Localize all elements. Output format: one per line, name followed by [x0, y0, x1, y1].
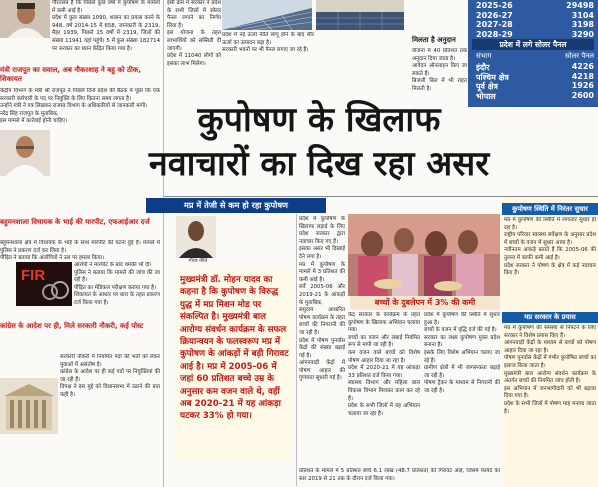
stats-section-heading: प्रदेश में लगे सोलर पैनल [472, 39, 594, 50]
anudan-heading: मिलता है अनुदान [412, 36, 456, 44]
stats-row-label: इंदौर [476, 63, 490, 72]
portrait-image [0, 130, 50, 176]
center-text-col-2: केंद्र सरकार के कार्यक्रम के तहत कुपोषण के खिलाफ अभियान चलाया गया। बच्चों का वजन और लंबाई नियमित रूप से मापी जा रही है। कम वजन वाले बच्चों को विशेष पोषण आहार दिया जा रहा है। प्रदेश में 2020-21 में यह आंकड़ा 33 प्रतिशत दर्ज किया गया। स्वास्थ्य विभाग और महिला बाल विकास विभाग मिलकर काम कर रहे हैं। प्रदेश के सभी जिलों में यह अभियान चलाया जा रहा है। [348, 312, 420, 417]
left-para-5: सरकारी नौकरी में नियमित पदों की भर्ती को लेकर युवाओं में असंतोष है। कांग्रेस के आदेश पर ही कई पदों पर नियुक्तियां की जा रही हैं। विपक्ष ने इस मुद्दे को विधानसभा में उठाने की बात कही है। [60, 354, 160, 398]
stats-row-label: पूर्व क्षेत्र [476, 82, 498, 92]
stats-row-label: पश्चिम क्षेत्र [476, 72, 509, 82]
left-para-2: केंद्रीय विभाग के मंत्री श्री राजपूत ने पिछले दिनों प्रदेश की बैठक में पूछा कि एक सरकारी कर्मचारी के पद पर नियुक्ति के लिए कितना समय लगता है। उन्होंने मंत्री ने पत्र लिखकर राजस्व विभाग के अधिकारियों से जानकारी मांगी। नरेंद्र सिंह राजपूत के मुताबिक, इस मामले में कार्रवाई होनी चाहिए। [0, 88, 160, 125]
official-photo [176, 216, 216, 258]
children-photo [348, 214, 500, 296]
center-text-col-1: प्रदेश में कुपोषण के खिलाफ लड़ाई के लिए प्रदेश सरकार द्वारा नवाचार किए गए हैं। इसका असर भी दिखाई देने लगा है। मप्र में कुपोषण के मामले में 3 प्रतिशत की कमी आई है। सर्वे 2005-06 और 2019-21 के आंकड़ों के मुताबिक, समुदाय आधारित पोषण कार्यक्रम के तहत बच्चों की निगरानी की जा रही है। प्रदेश में पोषण पुनर्वास केंद्रों की संख्या बढ़ाई गई है। आंगनवाड़ी केंद्रों में पोषण आहार की गुणवत्ता सुधारी गई है। [299, 216, 345, 382]
left-para-3: बहुमनशाला क्षेत्र में विधायक के भाई के साथ मारपीट की घटना हुई है। मामले में पुलिस ने प्रकरण दर्ज कर लिया है। पीड़ित ने बताया कि आरोपियों ने उस पर हमला किया। [0, 240, 160, 262]
center-divider [296, 214, 297, 486]
top-mid-para-b2 [316, 32, 408, 96]
stats-row-value: 4226 [571, 62, 594, 71]
stats-row-value: 2600 [571, 90, 594, 100]
left-subheading-3: कांग्रेस के आदेश पर ही, मिले सरकारी नौकरी, कई पोस्ट [0, 322, 144, 330]
politician-thumbnail-1 [0, 0, 50, 38]
photo-banner: बच्चों के दुबलेपन में 3% की कमी [350, 296, 500, 310]
portrait-image [0, 0, 50, 38]
right-box-para-2: मप्र में कुपोषण की समस्या से निपटने के लिए सरकार ने विशेष प्रयास किए हैं। आंगनवाड़ी केंद्रों के माध्यम से बच्चों को पोषण आहार दिया जा रहा है। पोषण पुनर्वास केंद्रों में गंभीर कुपोषित बच्चों का इलाज किया जाता है। मुख्यमंत्री बाल आरोग्य संवर्धन कार्यक्रम के अंतर्गत बच्चों की नियमित जांच होती है। इस अभियान में जनभागीदारी को भी बढ़ावा दिया गया है। प्रदेश के सभी जिलों में पोषण माह मनाया जाता है। [504, 325, 596, 415]
solar-panel-image [222, 0, 312, 30]
stats-row-label: 2027-28 [476, 20, 513, 30]
solar-panel-photo [222, 0, 312, 30]
stats-col-header-left: संभाग [476, 52, 492, 60]
center-text-bottom: प्रतिशत के मामले में 5 प्रतिशत बच्चे 6.1 लाख (48.7 प्रतिशत) की गिरावट आई, जिसमें फायदे का स्तर 2019 से 21 तक के दौरान दर्ज किया गया। [299, 468, 500, 482]
headline-rule [164, 196, 598, 197]
stats-col-header-right: सोलर पैनल [565, 52, 594, 60]
stats-row-label: भोपाल [476, 91, 496, 101]
government-building-image [0, 378, 58, 434]
solar-photo-top [316, 0, 404, 30]
children-meal-photo [348, 214, 500, 296]
stats-row-value: 3104 [571, 10, 594, 20]
left-para-2-cont [52, 130, 160, 176]
solar-installation-photo [316, 0, 404, 30]
fir-label: FIR [21, 267, 46, 284]
left-para-top: गौरतलब है कि पिछले कुछ वर्षों में कुपोषण के मामलों में कमी आई है। प्रदेश में कुल संख्या 1090, शासन का प्रयास करने के 948, वर्ष 2014-15 में 658, जानकारी के 2319, मैहर 1939, पिछले 15 वर्षों में 2319, जिलों की संख्या 11941 वहां पहुंचे। 5 में कुल संख्या 182714 पर सरकार का ध्यान केंद्रित किया गया है। [52, 0, 160, 52]
right-box-heading: कुपोषण स्थिति में निरंतर सुधार [502, 203, 598, 215]
center-text-col-3: प्रदेश में कुपोषण की स्थिति में सुधार हुआ है। बच्चों के वजन में वृद्धि दर्ज की गई है। सरकार का लक्ष्य कुपोषण मुक्त प्रदेश बनाना है। इसके लिए विशेष अभियान चलाए जा रहे हैं। ग्रामीण क्षेत्रों में भी जागरूकता बढ़ाई जा रही है। पोषण ट्रैकर के माध्यम से निगरानी की जा रही है। [424, 312, 500, 394]
stats-row-value: 1926 [571, 81, 594, 91]
photo-caption: गौरव नीति [188, 258, 208, 264]
stats-row-label: 2025-26 [476, 1, 513, 10]
stats-row-label: 2028-29 [476, 29, 513, 39]
top-mid-para-b: प्रदेश में नई ऊर्जा नीति लागू होने के बाद सौर ऊर्जा का उत्पादन बढ़ा है। सरकारी भवनों पर भी पैनल लगाए जा रहे हैं। [222, 32, 314, 54]
politician-thumbnail-2 [0, 130, 50, 176]
quote-text: मुख्यमंत्री डॉ. मोहन यादव का कहना है कि कुपोषण के विरुद्ध युद्ध में मप्र मिशन मोड पर संकल्पित है। मुख्यमंत्री बाल आरोग्य संवर्धन कार्यक्रम के सफल क्रियान्वयन के फलस्वरूप मप्र में कुपोषण के आंकड़ों में बड़ी गिरावट आई है। मप्र में 2005-06 में जहां 60 प्रतिशत बच्चे उम्र के अनुसार कम वजन वाले थे, वहीं अब 2020-21 में यह आंकड़ा घटकर 33% हो गया। [180, 275, 289, 422]
top-mid-para-a: इसी क्रम में सरकार ने प्रदेश के सभी जिलों में सोलर पैनल लगाने का निर्णय लिया है। इस योजना के तहत लाभार्थियों को सब्सिडी दी जाएगी। प्रदेश में 11040 लोगों को इसका लाभ मिलेगा। [167, 0, 221, 67]
left-column [0, 0, 162, 487]
stats-row [476, 91, 594, 102]
solar-stats-panel [468, 0, 598, 107]
top-mid-para-c-top [412, 0, 467, 34]
stats-row-value: 3198 [571, 20, 594, 30]
stats-row-value: 29498 [566, 1, 594, 10]
left-subheading-2: बहुमनशाला विधायक के भाई की मारपीट, एफआईआर दर्ज [0, 218, 150, 226]
left-subheading-1: मंत्री राजपूत का सवाल, अब नौकरशाह ने बहु को ठीक, शिकायत [0, 66, 141, 83]
column-divider [163, 0, 164, 487]
building-image [0, 378, 58, 434]
fir-image [16, 262, 72, 306]
right-box-subheading: मप्र सरकार के प्रयास [502, 312, 598, 323]
main-headline: कुपोषण के खिलाफ नवाचारों का दिख रहा असर [148, 100, 490, 184]
stats-row-value: 4218 [571, 71, 594, 81]
stats-row-label: 2026-27 [476, 10, 513, 20]
official-portrait [176, 216, 216, 258]
left-para-top-cont [0, 40, 160, 64]
center-strip-heading: मप्र में तेजी से कम हो रहा कुपोषण [146, 198, 326, 213]
top-mid-para-c: योजना में 40 प्रतिशत तक अनुदान दिया जाता है। आवेदन ऑनलाइन किए जा सकते हैं। बिजली बिल में भी राहत मिलती है। [412, 48, 467, 92]
left-para-4: आरोपी ने मारपीट के बाद धमकी भी दी। पुलिस ने बताया कि मामले की जांच की जा रही है। पीड़ित का मेडिकल परीक्षण कराया गया है। शिकायत के आधार पर धारा के तहत प्रकरण दर्ज किया गया है। [74, 262, 160, 306]
right-box-para-1: मप्र में कुपोषण की स्थिति में लगातार सुधार हो रहा है। राष्ट्रीय परिवार स्वास्थ्य सर्वेक्षण के अनुसार प्रदेश में बच्चों के वजन में सुधार आया है। नवीनतम आंकड़े बताते हैं कि 2005-06 की तुलना में काफी कमी आई है। प्रदेश सरकार ने पोषण के क्षेत्र में कई नवाचार किए हैं। [504, 217, 596, 277]
stats-row-value: 3290 [571, 29, 594, 39]
